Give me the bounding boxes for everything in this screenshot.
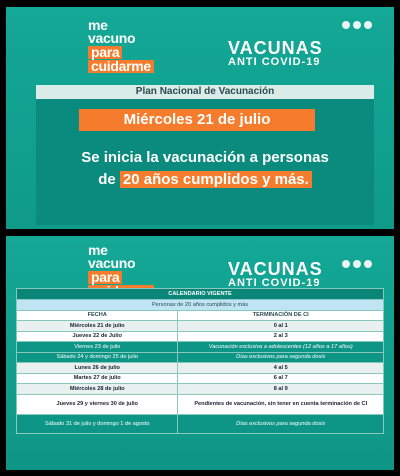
row-fecha: Jueves 29 y viernes 30 de julio <box>17 394 178 414</box>
row-fecha: Jueves 22 de Julio <box>17 331 178 342</box>
brand-line-3: para <box>88 46 122 59</box>
headline-highlight: 20 años cumplidos y más. <box>120 171 312 188</box>
row-ci: Pendientes de vacunación, sin tener en cuenta terminación de CI <box>178 394 384 414</box>
row-ci: 8 al 9 <box>178 384 384 395</box>
plan-title: Plan Nacional de Vacunación <box>135 86 275 97</box>
vacunas-title: VACUNAS <box>228 259 323 279</box>
gov-logo-icon <box>353 21 361 29</box>
row-ci: 6 al 7 <box>178 373 384 384</box>
gov-logo-icon <box>353 260 361 268</box>
headline-prefix: de <box>98 171 116 188</box>
table-row <box>17 321 384 332</box>
row-ci: Días exclusivos para segunda dosis <box>178 352 384 363</box>
brand-line-1: me <box>88 17 108 33</box>
brand-line-1: me <box>88 242 108 258</box>
gov-logo-icon <box>342 21 350 29</box>
calendar-table <box>16 288 384 434</box>
anti-covid-subtitle: ANTI COVID-19 <box>228 56 321 68</box>
gov-logos <box>342 260 372 268</box>
row-ci: 4 al 5 <box>178 363 384 374</box>
date-badge: Miércoles 21 de julio <box>79 109 315 131</box>
row-ci: Vacunación exclusiva a adolescentes (12 años a 17 años) <box>178 342 384 353</box>
table-row <box>17 331 384 342</box>
row-fecha: Miércoles 21 de julio <box>17 321 178 332</box>
campaign-title <box>228 38 323 69</box>
gov-logos <box>342 21 372 29</box>
headline-line-1: Se inicia la vacunación a personas <box>81 149 329 166</box>
plan-banner <box>36 85 374 99</box>
gov-logo-icon <box>364 21 372 29</box>
gov-logo-icon <box>342 260 350 268</box>
row-fecha: Viernes 23 de julio <box>17 342 178 353</box>
row-fecha: Lunes 26 de julio <box>17 363 178 374</box>
table-row <box>17 384 384 395</box>
column-header-fecha: FECHA <box>17 310 178 321</box>
brand-line-2: vacuno <box>88 255 136 271</box>
brand-line-4: cuidarme <box>88 60 154 73</box>
announcement-panel <box>6 7 394 229</box>
calendar-panel <box>6 236 394 470</box>
table-row <box>17 363 384 374</box>
brand-logo <box>88 19 154 73</box>
row-fecha: Martes 27 de julio <box>17 373 178 384</box>
table-row <box>17 414 384 433</box>
row-ci: Días exclusivos para segunda dosis <box>178 414 384 433</box>
row-ci: 0 al 1 <box>178 321 384 332</box>
gov-logo-icon <box>364 260 372 268</box>
row-fecha: Sábado 24 y domingo 25 de julio <box>17 352 178 363</box>
calendar-title: CALENDARIO VIGENTE <box>17 289 384 300</box>
table-row <box>17 394 384 414</box>
campaign-title <box>228 259 323 290</box>
column-header-ci: TERMINACIÓN DE CI <box>178 310 384 321</box>
row-fecha: Miércoles 28 de julio <box>17 384 178 395</box>
table-row <box>17 352 384 363</box>
anti-covid-subtitle: ANTI COVID-19 <box>228 277 321 289</box>
vacunas-title: VACUNAS <box>228 38 323 58</box>
row-fecha: Sábado 31 de julio y domingo 1 de agosto <box>17 414 178 433</box>
calendar-subtitle: Personas de 20 años cumplidos y más <box>17 300 384 311</box>
brand-line-2: vacuno <box>88 30 136 46</box>
table-row <box>17 342 384 353</box>
row-ci: 2 al 3 <box>178 331 384 342</box>
headline <box>36 147 374 191</box>
table-row <box>17 373 384 384</box>
brand-line-3: para <box>88 271 122 284</box>
